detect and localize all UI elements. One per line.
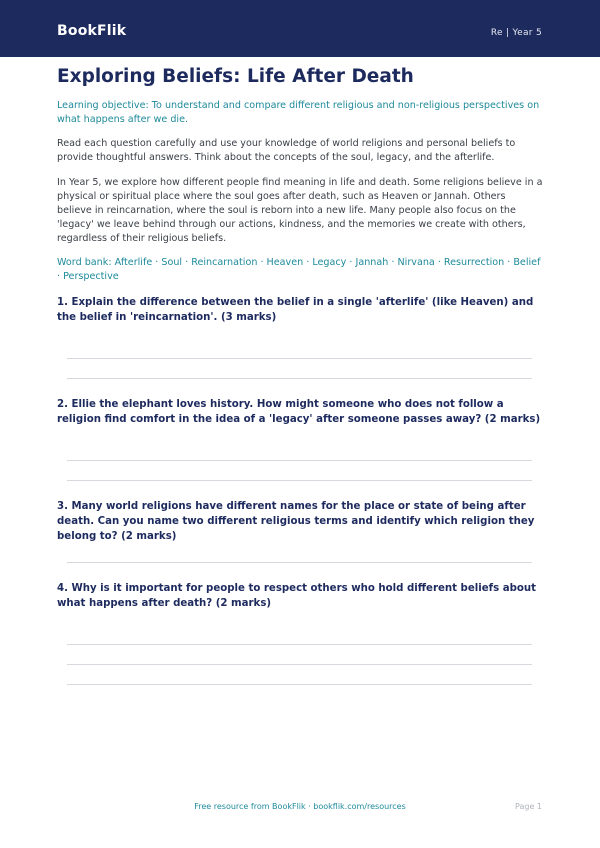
question-text: 4. Why is it important for people to respect others who hold different beliefs about what happens after death? (2 marks) [57, 583, 536, 609]
answer-line[interactable] [67, 480, 532, 481]
question-2 [57, 397, 543, 427]
worksheet-intro [57, 66, 543, 284]
answer-line[interactable] [67, 562, 532, 563]
worksheet-title: Exploring Beliefs: Life After Death [57, 66, 414, 87]
page-footer [0, 802, 600, 816]
page-number: Page 1 [515, 802, 542, 811]
instructions-paragraph: Read each question carefully and use your knowledge of world religions and personal beliefs to provide thoughtful answers. Think about the concepts of the soul, legacy, and the afterlife. [57, 138, 516, 163]
answer-line[interactable] [67, 664, 532, 665]
question-4 [57, 581, 543, 611]
subject-year-label: Re | Year 5 [490, 28, 542, 38]
question-text: 2. Ellie the elephant loves history. How might someone who does not follow a religion find comfort in the idea of a 'legacy' after someone passes away? (2 marks) [57, 399, 541, 425]
answer-line[interactable] [67, 378, 532, 379]
brand-logo-text[interactable]: BookFlik [57, 23, 127, 39]
answer-line[interactable] [67, 460, 532, 461]
page-header [0, 0, 600, 57]
answer-line[interactable] [67, 684, 532, 685]
question-1 [57, 295, 543, 325]
answer-line[interactable] [67, 358, 532, 359]
question-3 [57, 499, 543, 544]
learning-objective: Learning objective: To understand and compare different religious and non-religious perspectives on what happens after we die. [57, 100, 540, 125]
footer-resource-link[interactable]: Free resource from BookFlik · bookflik.com/resources [194, 802, 406, 811]
word-bank: Word bank: Afterlife · Soul · Reincarnation · Heaven · Legacy · Jannah · Nirvana · Resurrection · Belief · Perspective [57, 257, 541, 282]
context-paragraph: In Year 5, we explore how different people find meaning in life and death. Some religions believe in a physical or spiritual place where the soul goes after death, such as Heaven or Jannah. Others believe in reincarnation, where the soul is reborn into a new life. Many people also focus on the 'legacy' we leave behind through our actions, kindness, and the memories we create with others, regardless of their religious beliefs. [57, 177, 543, 244]
question-text: 1. Explain the difference between the belief in a single 'afterlife' (like Heaven) and the belief in 'reincarnation'. (3 marks) [57, 297, 534, 323]
answer-line[interactable] [67, 644, 532, 645]
question-text: 3. Many world religions have different names for the place or state of being after death. Can you name two different religious terms and identify which religion they belong to? (2 marks) [57, 501, 535, 542]
